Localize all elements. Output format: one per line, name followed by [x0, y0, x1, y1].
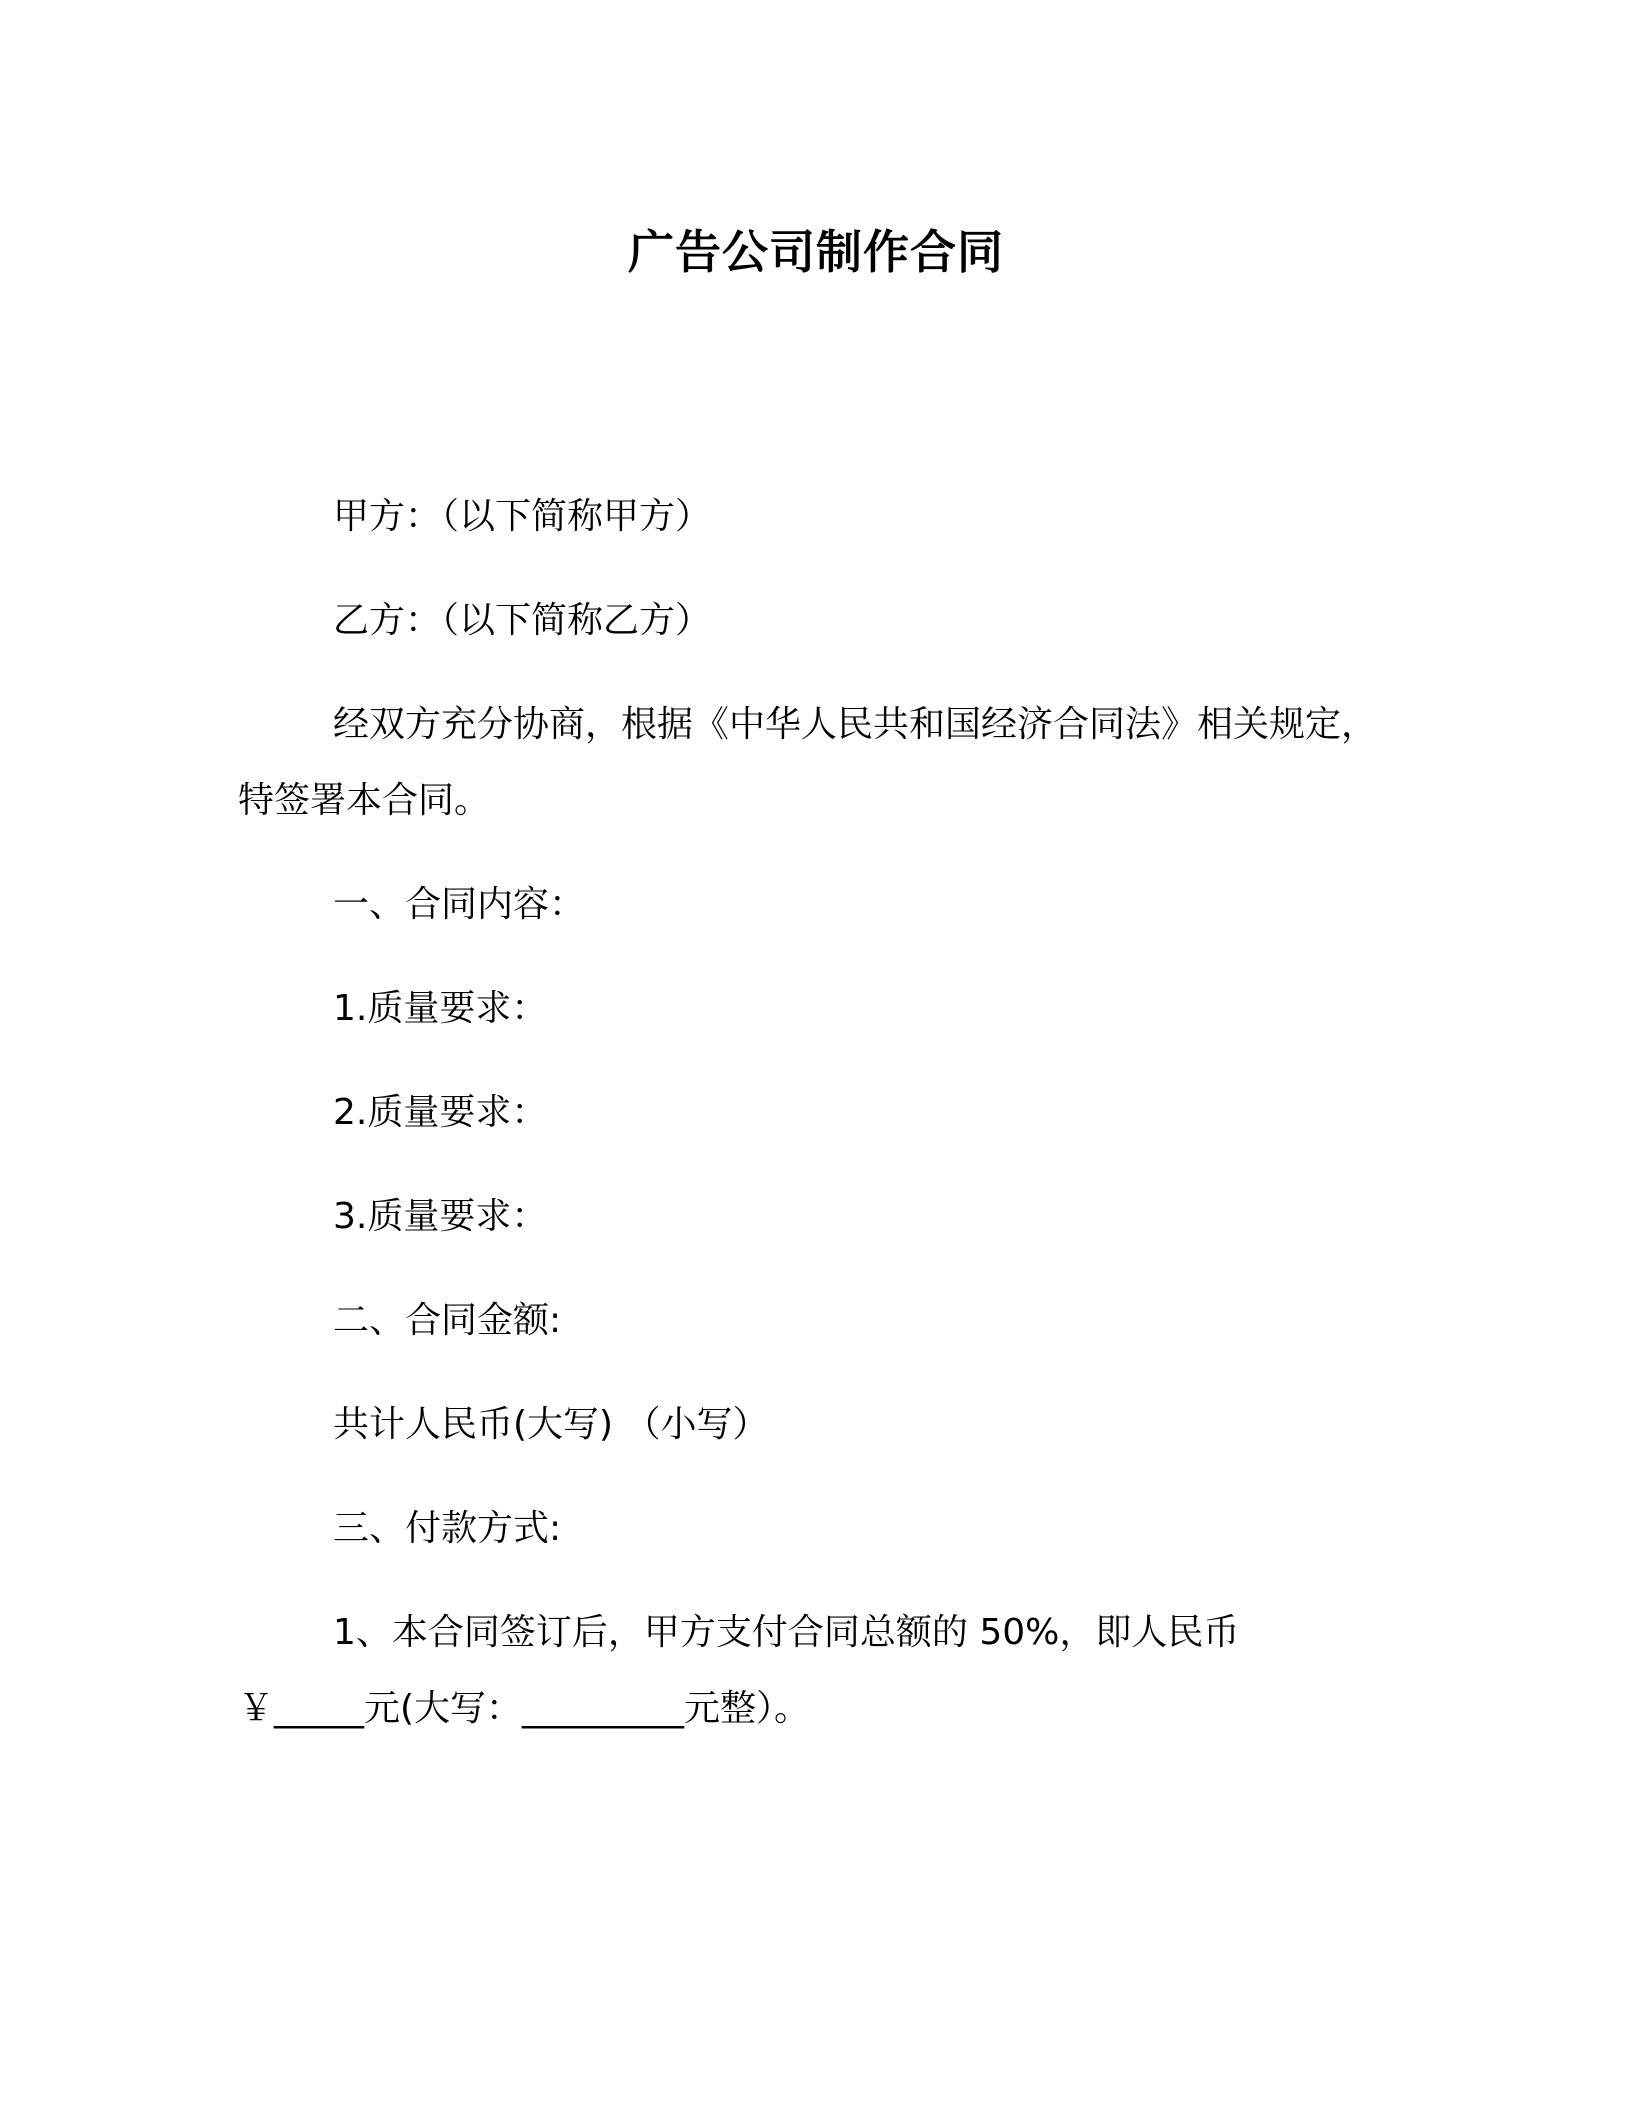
section-1-heading: 一、合同内容：: [333, 884, 586, 925]
quality-requirement-1: 1.质量要求：: [333, 988, 548, 1029]
section-2-heading: 二、合同金额:: [333, 1300, 562, 1341]
contract-amount-line: 共计人民币(大写) （小写）: [333, 1404, 769, 1445]
section-3-heading: 三、付款方式:: [333, 1508, 562, 1549]
document-title: 广告公司制作合同: [628, 225, 1004, 279]
party-b-line: 乙方：（以下简称乙方）: [333, 600, 712, 641]
payment-term-1-line-1: 1、本合同签订后，甲方支付合同总额的 50%，即人民币: [333, 1612, 1240, 1653]
payment-term-1-line-2: ￥_____元(大写：_________元整）。: [238, 1688, 811, 1729]
quality-requirement-3: 3.质量要求：: [333, 1196, 548, 1237]
preamble-line-2: 特签署本合同。: [238, 780, 491, 821]
preamble-line-1: 经双方充分协商，根据《中华人民共和国经济合同法》相关规定，: [333, 704, 1378, 745]
party-a-line: 甲方：（以下简称甲方）: [333, 496, 712, 537]
quality-requirement-2: 2.质量要求：: [333, 1092, 548, 1133]
